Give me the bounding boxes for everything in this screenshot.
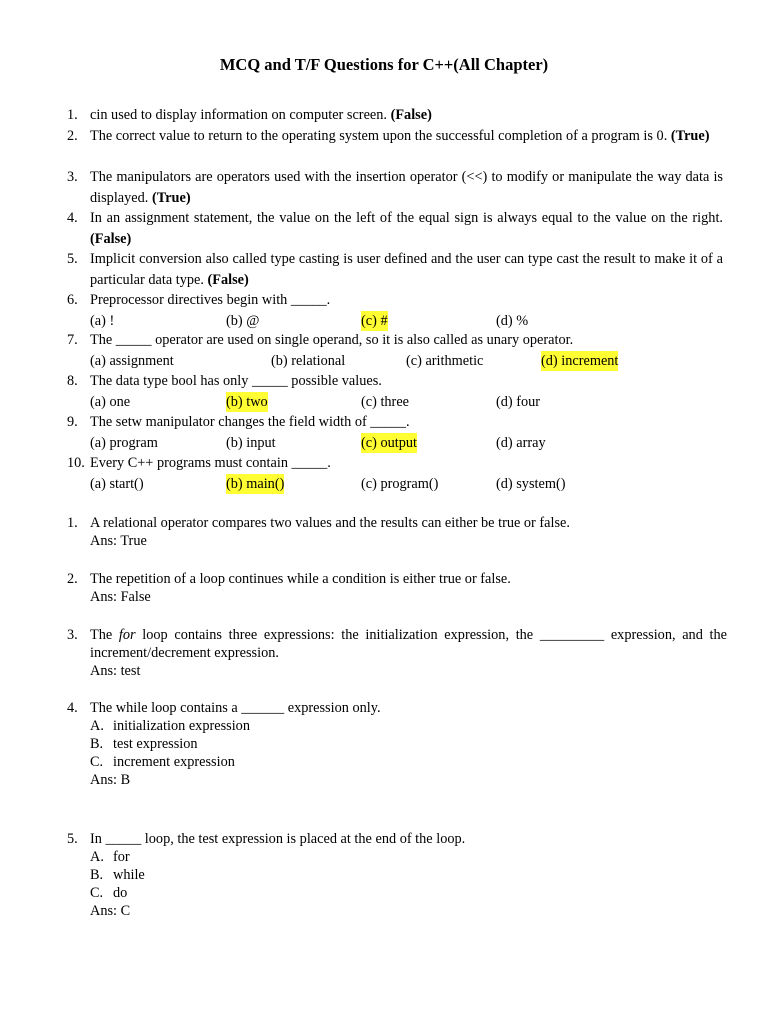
answer-label: (True) (670, 128, 710, 144)
mcq-question-7 (67, 330, 723, 371)
option-d-correct: (d) increment (541, 351, 618, 372)
tf-question-2 (67, 126, 723, 147)
choice-letter: A. (90, 718, 104, 734)
question-text: The while loop contains a ______ expression only. (90, 700, 381, 716)
choice-letter: B. (90, 736, 104, 752)
option-d: (d) array (496, 434, 546, 451)
mcq-question-9 (67, 412, 723, 453)
option-b: (b) relational (271, 352, 346, 369)
answer-line: Ans: B (90, 772, 131, 788)
option-d: (d) % (496, 312, 529, 329)
tf-question-3 (67, 167, 723, 208)
mcq-question-6 (67, 290, 723, 331)
option-c-correct: (c) output (361, 433, 417, 454)
choice-text: while (113, 867, 145, 883)
answer-line: Ans: C (90, 903, 131, 919)
question-text (90, 626, 727, 662)
question-text-start: The (90, 627, 119, 643)
question-text: Preprocessor directives begin with _____. (90, 292, 331, 308)
question-number: 1. (67, 515, 78, 531)
part2-question-1 (67, 514, 727, 550)
question-number: 3. (67, 169, 78, 185)
question-number: 3. (67, 627, 78, 643)
question-number: 1. (67, 107, 78, 123)
option-a: (a) program (90, 434, 158, 451)
option-c: (c) arithmetic (406, 352, 484, 369)
option-a: (a) one (90, 393, 131, 410)
question-text: The correct value to return to the operating system upon the successful completion of a program is 0. (90, 128, 668, 144)
choice-text: do (113, 885, 128, 901)
question-number: 2. (67, 128, 78, 144)
option-c: (c) program() (361, 475, 439, 492)
question-text: The repetition of a loop continues while a condition is either true or false. (90, 571, 511, 587)
question-text: The data type bool has only _____ possible values. (90, 373, 382, 389)
option-d: (d) system() (496, 475, 566, 492)
page-title: MCQ and T/F Questions for C++(All Chapter) (219, 55, 549, 74)
option-a: (a) start() (90, 475, 144, 492)
choice-text: increment expression (113, 754, 235, 770)
option-a: (a) ! (90, 312, 115, 329)
choice-text: test expression (113, 736, 198, 752)
option-b: (b) input (226, 434, 276, 451)
question-text: In _____ loop, the test expression is placed at the end of the loop. (90, 831, 466, 847)
tf-question-5 (67, 249, 723, 290)
choice-letter: C. (90, 885, 104, 901)
answer-label: (False) (390, 107, 432, 123)
question-number: 10. (67, 455, 85, 471)
question-number: 4. (67, 210, 78, 226)
option-a: (a) assignment (90, 352, 174, 369)
question-text: The manipulators are operators used with the insertion operator (<<) to modify or manipulate the way data is displayed. (90, 169, 723, 206)
answer-label: (False) (207, 271, 249, 288)
choice-c (90, 753, 727, 771)
question-text: The setw manipulator changes the field width of _____. (90, 414, 410, 430)
answer-line: Ans: test (90, 663, 141, 679)
option-row (90, 351, 723, 372)
option-row (90, 474, 723, 495)
mcq-question-10 (67, 453, 723, 494)
part2-question-2 (67, 570, 727, 606)
option-b-correct: (b) main() (226, 474, 284, 495)
choice-c (90, 884, 727, 902)
question-number: 5. (67, 831, 78, 847)
question-number: 5. (67, 251, 78, 267)
question-text-italic: for (118, 627, 136, 643)
question-text: In an assignment statement, the value on the left of the equal sign is always equal to the value on the right. (90, 210, 723, 226)
answer-line: Ans: True (90, 533, 147, 549)
question-number: 6. (67, 292, 78, 308)
option-b-correct: (b) two (226, 392, 268, 413)
choice-b (90, 866, 727, 884)
choice-a (90, 717, 727, 735)
choice-letter: C. (90, 754, 104, 770)
tf-question-4 (67, 208, 723, 249)
option-row (90, 311, 723, 332)
question-number: 7. (67, 332, 78, 348)
choice-letter: A. (90, 849, 104, 865)
option-d: (d) four (496, 393, 541, 410)
tf-question-1 (67, 105, 723, 126)
option-b: (b) @ (226, 312, 260, 329)
choice-b (90, 735, 727, 753)
option-row (90, 392, 723, 413)
question-text: Implicit conversion also called type casting is user defined and the user can type cast the result to make it of a particular data type. (90, 251, 723, 288)
question-text: Every C++ programs must contain _____. (90, 455, 331, 471)
part2-question-4 (67, 699, 727, 789)
part2-question-3 (67, 626, 727, 680)
option-row (90, 433, 723, 454)
option-c-correct: (c) # (361, 311, 388, 332)
answer-line: Ans: False (90, 589, 151, 605)
choice-text: for (113, 849, 130, 865)
answer-label: (False) (90, 230, 132, 247)
choice-text: initialization expression (113, 718, 250, 734)
question-text: A relational operator compares two values and the results can either be true or false. (90, 515, 570, 531)
option-c: (c) three (361, 393, 410, 410)
question-number: 9. (67, 414, 78, 430)
question-number: 4. (67, 700, 78, 716)
question-text: The _____ operator are used on single operand, so it is also called as unary operator. (90, 332, 574, 348)
part2-question-5 (67, 830, 727, 920)
mcq-question-8 (67, 371, 723, 412)
choice-a (90, 848, 727, 866)
choice-letter: B. (90, 867, 104, 883)
question-text: cin used to display information on computer screen. (90, 107, 387, 123)
question-number: 2. (67, 571, 78, 587)
question-text-end: loop contains three expressions: the initialization expression, the _________ expression, and the increment/decrement expression. (90, 627, 727, 661)
answer-label: (True) (151, 189, 191, 206)
question-number: 8. (67, 373, 78, 389)
